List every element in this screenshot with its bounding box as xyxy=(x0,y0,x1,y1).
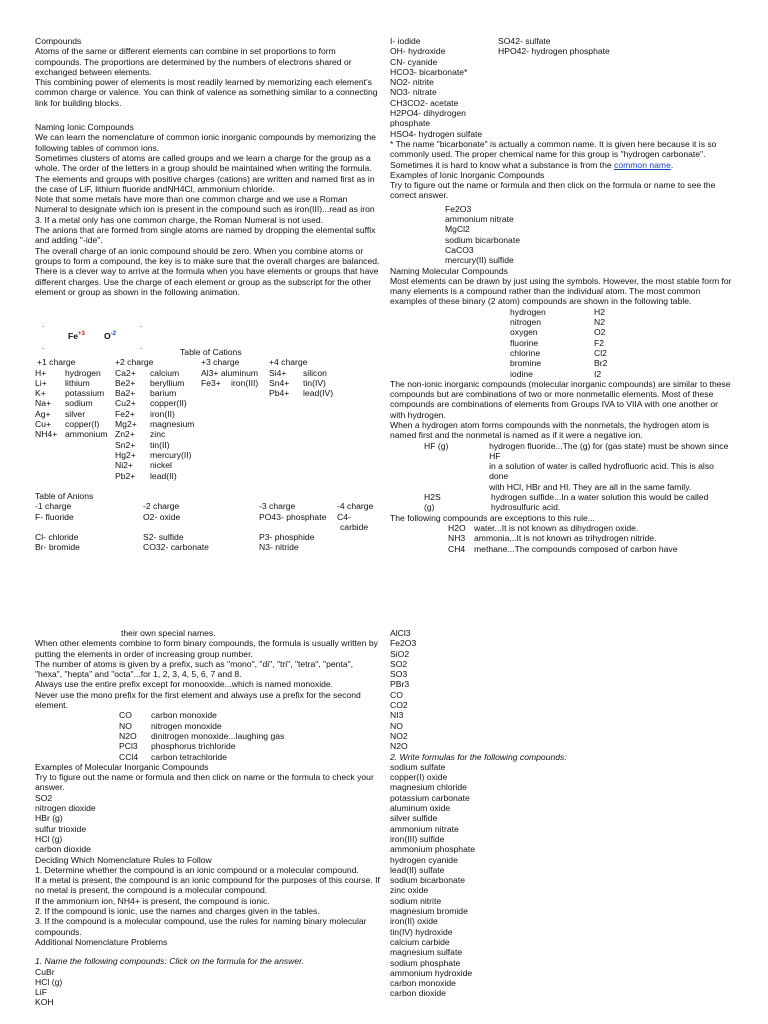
hf-example: HF (g) hydrogen fluoride...The (g) for (gas state) must be shown since HF in a solution of water is called hydrofluoric acid. This is also done with HCl, HBr and HI. They are all in the same family. xyxy=(424,440,729,492)
cation-row-symbol: Cu+ xyxy=(35,419,52,430)
compound-name-link[interactable]: calcium carbide xyxy=(390,936,450,947)
rule: 2. If the compound is ionic, use the names and charges given in the tables. xyxy=(35,906,320,917)
header-cell: -3 charge xyxy=(259,501,296,512)
compound-name-link[interactable]: iron(III) sulfide xyxy=(390,833,445,844)
rule: 1. Determine whether the compound is an ionic compound or a molecular compound. xyxy=(35,864,359,875)
paragraph: There is a clever way to arrive at the formula when you have elements or groups that have different charges. Use the charge of each element or group as the subscript for the other element or group as shown in the following animation. xyxy=(35,266,379,297)
cations-plus1 xyxy=(35,368,115,481)
cation-row xyxy=(269,368,349,378)
bottom-right-column xyxy=(390,628,735,999)
h2s-example: H2S (g) hydrogen sulfide...In a water solution this would be called hydrosulfuric acid. xyxy=(424,492,709,513)
paragraph: This combining power of elements is most readily learned by memorizing each element's common charge or valence. You can think of valence as something similar to a connecting link for building blocks. xyxy=(35,77,378,108)
cation-row xyxy=(115,398,201,408)
anion-item: SO42- sulfate xyxy=(498,36,551,46)
cation-row-symbol: Zn2+ xyxy=(115,429,135,440)
prefix-example-row-symbol: PCl3 xyxy=(119,741,138,752)
diatomic-row-name: F2 xyxy=(594,337,605,348)
cation-row-name: nickel xyxy=(150,460,172,471)
ionic-example-link[interactable]: CaCO3 xyxy=(445,244,474,255)
anions-body xyxy=(35,512,380,553)
cation-row-name: silver xyxy=(65,408,86,419)
ionic-example-link[interactable]: MgCl2 xyxy=(445,224,470,235)
prefix-examples xyxy=(35,710,380,761)
diatomic-row-name: N2 xyxy=(594,317,605,328)
anion-cell: N3- nitride xyxy=(259,542,299,553)
compound-name-link[interactable]: carbon dioxide xyxy=(390,988,446,999)
compound-name-link[interactable]: ammonium hydroxide xyxy=(390,967,473,978)
names-list xyxy=(390,762,735,999)
cation-row-symbol: Fe2+ xyxy=(115,408,135,419)
header-cell: -2 charge xyxy=(143,501,180,512)
anion-item: HSO4- hydrogen sulfate xyxy=(390,128,483,139)
diatomic-row-name: Br2 xyxy=(594,358,608,369)
molecular-example-link[interactable]: nitrogen dioxide xyxy=(35,803,96,814)
cation-row xyxy=(201,378,269,388)
molecular-example-link[interactable]: SO2 xyxy=(35,792,53,803)
cation-row-name: lead(IV) xyxy=(303,388,334,399)
cation-row xyxy=(115,429,201,439)
problem-1-formula-link[interactable]: LiF xyxy=(35,987,47,998)
diatomic-row xyxy=(510,348,735,358)
formula-link[interactable]: CO xyxy=(390,689,403,700)
exception-row xyxy=(448,523,735,533)
anion-cell: Cl- chloride xyxy=(35,531,79,542)
cations-plus3 xyxy=(201,368,269,481)
anion-cell: Br- bromide xyxy=(35,542,80,553)
anion-cell: F- fluoride xyxy=(35,511,74,522)
cations-plus2 xyxy=(115,368,201,481)
exception-row-symbol: H2O xyxy=(448,522,466,533)
prefix-example-row xyxy=(119,741,380,751)
cation-row xyxy=(115,419,201,429)
section-title: Naming Molecular Compounds xyxy=(390,265,508,276)
compound-name-link[interactable]: magnesium chloride xyxy=(390,782,467,793)
paragraph: The elements and groups with positive charges (cations) are written and named first as in the case of LiF, lithium fluoride andNH4Cl, ammonium chloride. xyxy=(35,173,375,194)
cation-row-symbol: Si4+ xyxy=(269,367,287,378)
continued-text: their own special names. xyxy=(121,628,216,638)
compound-name-link[interactable]: tin(IV) hydroxide xyxy=(390,926,453,937)
cation-row xyxy=(115,409,201,419)
section-title: Additional Nomenclature Problems xyxy=(35,936,168,947)
prefix-example-row-name: carbon monoxide xyxy=(151,710,217,721)
header-cell: +2 charge xyxy=(115,357,154,368)
paragraph: Note that some metals have more than one common charge and we use a Roman Numeral to designate which ion is present in the compound such as iron(III)...read as iron 3. If a metal only has one common charge, the Roman Numeral is not used. xyxy=(35,194,375,225)
cation-row xyxy=(35,368,115,378)
cation-row-symbol: Sn4+ xyxy=(269,377,290,388)
diatomic-row-symbol: hydrogen xyxy=(510,306,546,317)
exception-row-name: methane...The compounds composed of carbon have xyxy=(474,543,678,554)
anion-item: NO3- nitrate xyxy=(390,87,437,98)
cation-row-name: potassium xyxy=(65,388,105,399)
cation-row-name: lead(II) xyxy=(150,470,177,481)
anion-cell: CO32- carbonate xyxy=(143,542,209,553)
anion-item: HCO3- bicarbonate* xyxy=(390,66,468,77)
compound-name-link[interactable]: carbon monoxide xyxy=(390,978,456,989)
prefix-example-row xyxy=(119,710,380,720)
paragraph: The overall charge of an ionic compound should be zero. When you combine atoms or groups to form a compound, the key is to make sure that the overall charges are balanced. xyxy=(35,245,380,266)
prefix-example-row xyxy=(119,721,380,731)
paragraph: Sometimes clusters of atoms are called groups and we learn a charge for the group as a whole. The order of the letters in a group should be maintained when writing the formula. xyxy=(35,152,372,174)
diatomic-row xyxy=(510,307,735,317)
paragraph: The non-ionic inorganic compounds (molecular inorganic compounds) are similar to these compounds but are combinations of two or more nonmetallic elements. Most of these compounds are combinations of elements from Groups IVA to VIIA with one another or with hydrogen. xyxy=(390,378,731,420)
anion-cell: C4- xyxy=(337,511,351,522)
anion-item: H2PO4- dihydrogen xyxy=(390,108,466,119)
diatomic-row-symbol: oxygen xyxy=(510,327,538,338)
paragraph: Never use the mono prefix for the first element and always use a prefix for the second element. xyxy=(35,689,361,711)
anions-title: Table of Anions xyxy=(35,491,94,501)
cation-row-symbol: K+ xyxy=(35,388,46,399)
formula-link[interactable]: SO3 xyxy=(390,669,408,680)
cation-row xyxy=(35,409,115,419)
cation-row-symbol: Na+ xyxy=(35,398,52,409)
ionic-example-link[interactable]: Fe2O3 xyxy=(445,203,472,214)
molecular-example-link[interactable]: HBr (g) xyxy=(35,813,63,824)
compound-name-link[interactable]: magnesium bromide xyxy=(390,906,468,917)
cation-row-symbol: Ba2+ xyxy=(115,388,136,399)
cation-row-symbol: Pb2+ xyxy=(115,470,136,481)
paragraph: The following compounds are exceptions to this rule... xyxy=(390,512,595,523)
diatomic-row xyxy=(510,358,735,368)
anion-item: CN- cyanide xyxy=(390,56,438,67)
cation-row-name: copper(II) xyxy=(150,398,187,409)
cation-row-symbol: NH4+ xyxy=(35,429,58,440)
cations-header-row xyxy=(35,357,380,367)
cation-row-symbol: Ni2+ xyxy=(115,460,133,471)
header-cell: -1 charge xyxy=(35,501,72,512)
diatomic-row-name: I2 xyxy=(594,368,602,379)
o-symbol: O xyxy=(104,331,111,341)
molecular-examples-list xyxy=(35,793,380,855)
cation-row xyxy=(115,450,201,460)
diatomic-row-symbol: chlorine xyxy=(510,347,541,358)
paragraph: The anions that are formed from single atoms are named by dropping the elemental suffix and adding "-ide". xyxy=(35,225,376,246)
cation-row xyxy=(35,398,115,408)
section-title: Examples of Molecular Inorganic Compounds xyxy=(35,761,209,772)
paragraph: We can learn the nomenclature of common ionic inorganic compounds by memorizing the following tables of common ions. xyxy=(35,132,376,153)
rule: If a metal is present, the compound is an ionic compound for the purposes of this course. If no metal is present, the compound is a molecular compound. xyxy=(35,875,380,896)
compound-name-link[interactable]: zinc oxide xyxy=(390,885,429,896)
diatomic-row xyxy=(510,327,735,337)
cations-body xyxy=(35,368,380,481)
problem-1-formula-link[interactable]: KOH xyxy=(35,997,54,1008)
paragraph: When other elements combine to form binary compounds, the formula is usually written by putting the elements in order of increasing group number. xyxy=(35,638,378,659)
formula-link[interactable]: CO2 xyxy=(390,700,408,711)
cation-row-symbol: Pb4+ xyxy=(269,388,290,399)
problem-1-formula-link[interactable]: HCl (g) xyxy=(35,976,63,987)
problem-2-heading: 2. Write formulas for the following compounds: xyxy=(390,751,567,762)
cations-table xyxy=(35,347,380,481)
compound-name-link[interactable]: sodium sulfate xyxy=(390,761,446,772)
paragraph: Try to figure out the name or formula and then click on the formula or name to see the correct answer. xyxy=(390,180,716,201)
formula-link[interactable]: N2O xyxy=(390,741,408,752)
cation-row xyxy=(115,378,201,388)
prefix-example-row-name: nitrogen monoxide xyxy=(151,720,222,731)
cation-row xyxy=(35,378,115,388)
cation-row-name: calcium xyxy=(150,367,180,378)
cation-row-name: iron(III) xyxy=(231,377,259,388)
cation-row-name: zinc xyxy=(150,429,166,440)
cation-row-name: lithium xyxy=(65,377,90,388)
diatomic-row-name: Cl2 xyxy=(594,347,607,358)
compound-name-link[interactable]: ammonium phosphate xyxy=(390,844,476,855)
cation-row-name: tin(II) xyxy=(150,439,170,450)
prefix-example-row-name: dinitrogen monoxide...laughing gas xyxy=(151,730,285,741)
molecular-example-link[interactable]: carbon dioxide xyxy=(35,844,91,855)
cation-row xyxy=(115,368,201,378)
cation-row xyxy=(35,419,115,429)
prefix-example-row-symbol: CO xyxy=(119,710,132,721)
formula-link[interactable]: SO2 xyxy=(390,658,408,669)
cation-row xyxy=(269,388,349,398)
cation-row-symbol: Al3+ aluminum xyxy=(201,367,259,378)
compound-name-link[interactable]: aluminum oxide xyxy=(390,803,451,814)
cation-row-symbol: Hg2+ xyxy=(115,449,136,460)
cation-row xyxy=(201,368,269,378)
cation-row-symbol: Ag+ xyxy=(35,408,51,419)
anion-item: NO2- nitrite xyxy=(390,77,434,88)
cation-row-symbol: H+ xyxy=(35,367,47,378)
top-left-column xyxy=(35,36,380,297)
anions-header-row xyxy=(35,501,380,511)
problem-1-list xyxy=(35,967,380,1008)
cation-row-name: silicon xyxy=(303,367,327,378)
section-title: Compounds xyxy=(35,36,82,46)
formula-link[interactable]: PBr3 xyxy=(390,679,410,690)
diatomic-row xyxy=(510,338,735,348)
exception-row xyxy=(448,544,735,554)
diatomic-row-symbol: fluorine xyxy=(510,337,539,348)
compound-name-link[interactable]: hydrogen cyanide xyxy=(390,854,458,865)
prefix-example-row xyxy=(119,731,380,741)
compound-name-link[interactable]: sodium bicarbonate xyxy=(390,875,466,886)
compound-name-link[interactable]: silver sulfide xyxy=(390,813,438,824)
cation-row-symbol: Cu2+ xyxy=(115,398,136,409)
compound-name-link[interactable]: sodium phosphate xyxy=(390,957,461,968)
exception-row-name: water...It is not known as dihydrogen oxide. xyxy=(474,522,639,533)
diatomic-row-symbol: nitrogen xyxy=(510,317,542,328)
section-title: Examples of Ionic Inorganic Compounds xyxy=(390,169,545,180)
anions-list-b xyxy=(498,36,728,139)
diatomic-row-name: H2 xyxy=(594,306,605,317)
exception-row-symbol: NH3 xyxy=(448,533,466,544)
ionic-example-link[interactable]: sodium bicarbonate xyxy=(445,234,521,245)
compound-name-link[interactable]: lead(II) sulfate xyxy=(390,864,445,875)
prefix-example-row-symbol: N2O xyxy=(119,730,137,741)
cation-row-name: hydrogen xyxy=(65,367,101,378)
prefix-example-row-symbol: CCl4 xyxy=(119,751,139,762)
formula-link[interactable]: NO xyxy=(390,720,403,731)
section-title: Deciding Which Nomenclature Rules to Follow xyxy=(35,854,212,865)
anion-cell: P3- phosphide xyxy=(259,531,315,542)
cation-row-name: copper(I) xyxy=(65,419,100,430)
paragraph: The number of atoms is given by a prefix, such as "mono", "di", "tri", "tetra", "penta", "hexa", "hepta" and "octa"...for 1, 2, 3, 4, 5, 6, 7 and 8. xyxy=(35,658,354,680)
cation-row-name: tin(IV) xyxy=(303,377,326,388)
diatomic-row xyxy=(510,369,735,379)
diatomic-row xyxy=(510,317,735,327)
exception-row xyxy=(448,533,735,543)
compound-name-link[interactable]: iron(II) oxide xyxy=(390,916,438,927)
paragraph: When a hydrogen atom forms compounds with the nonmetals, the hydrogen atom is named first and the nonmetal is named as if it were a negative ion. xyxy=(390,419,710,441)
cation-row xyxy=(35,388,115,398)
fe-symbol: Fe xyxy=(68,331,79,341)
o-charge: -2 xyxy=(110,331,117,338)
anion-item: OH- hydroxide xyxy=(390,46,446,57)
section-title: Naming Ionic Compounds xyxy=(35,122,134,133)
ionic-examples-list xyxy=(390,204,735,266)
common-name-link[interactable]: common name xyxy=(614,159,671,170)
cation-row-symbol: Be2+ xyxy=(115,377,136,388)
anion-item: HPO42- hydrogen phosphate xyxy=(498,46,610,57)
cation-row-symbol: Sn2+ xyxy=(115,439,136,450)
anion-cell: O2- oxide xyxy=(143,511,181,522)
fe-charge: +3 xyxy=(78,331,85,338)
header-cell: +3 charge xyxy=(201,357,240,368)
header-cell: +1 charge xyxy=(37,357,76,368)
charge-animation: . . $Fe^{+3}$ $O^{-2}$ . . xyxy=(42,320,143,351)
diatomic-row-symbol: bromine xyxy=(510,358,542,369)
compound-name-link[interactable]: copper(I) oxide xyxy=(390,772,448,783)
cation-row-name: sodium xyxy=(65,398,93,409)
cation-row-symbol: Fe3+ xyxy=(201,377,221,388)
bicarbonate-note: * The name "bicarbonate" is actually a common name. It is given here because it is so commonly used. The proper chemical name for this group is "hydrogen carbonate". Sometimes it is hard to know what a substance is from the common name. xyxy=(390,138,717,170)
cation-row xyxy=(115,460,201,470)
cation-row-symbol: Ca2+ xyxy=(115,367,136,378)
formula-list xyxy=(390,628,735,752)
anion-cell: S2- sulfide xyxy=(143,531,184,542)
paragraph: Always use the entire prefix except for monooxide...which is named monoxide. xyxy=(35,679,334,690)
paragraph: Atoms of the same or different elements can combine in set proportions to form compounds. The proportions are determined by the numbers of electrons shared or exchanged between elements. xyxy=(35,46,352,77)
cation-row-name: mercury(II) xyxy=(150,449,192,460)
anion-cell: PO43- phosphate xyxy=(259,511,327,522)
prefix-example-row xyxy=(119,752,380,762)
anions-table xyxy=(35,491,380,552)
cation-row-name: iron(II) xyxy=(150,408,175,419)
formula-link[interactable]: NO2 xyxy=(390,730,408,741)
anion-item: phosphate xyxy=(390,118,431,129)
anions-list-a xyxy=(390,36,498,139)
cation-row-symbol: Mg2+ xyxy=(115,419,137,430)
exception-row-name: ammonia...It is not known as trihydrogen nitride. xyxy=(474,533,657,544)
prefix-example-row-symbol: NO xyxy=(119,720,132,731)
cation-row xyxy=(35,429,115,439)
molecular-example-link[interactable]: HCl (g) xyxy=(35,833,63,844)
paragraph: Try to figure out the name or formula and then click on name or the formula to check your answer. xyxy=(35,772,374,793)
prefix-example-row-name: phosphorus trichloride xyxy=(151,741,236,752)
cation-row xyxy=(269,378,349,388)
cation-row-name: barium xyxy=(150,388,177,399)
header-cell: +4 charge xyxy=(269,357,308,368)
formula-link[interactable]: Fe2O3 xyxy=(390,638,417,649)
cations-title: Table of Cations xyxy=(180,347,242,357)
problem-1-formula-link[interactable]: CuBr xyxy=(35,966,55,977)
exception-row-symbol: CH4 xyxy=(448,543,466,554)
compound-name-link[interactable]: magnesium sulfate xyxy=(390,947,463,958)
ionic-example-link[interactable]: ammonium nitrate xyxy=(445,214,514,225)
molecular-example-link[interactable]: sulfur trioxide xyxy=(35,823,87,834)
cation-row-name: magnesium xyxy=(150,419,195,430)
cation-row-symbol: Li+ xyxy=(35,377,47,388)
problem-1-heading: 1. Name the following compounds: Click on the formula for the answer. xyxy=(35,956,305,967)
cation-row-name: beryllium xyxy=(150,377,185,388)
top-right-column xyxy=(390,36,735,554)
prefix-example-row-name: carbon tetrachloride xyxy=(151,751,227,762)
formula-link[interactable]: SiO2 xyxy=(390,648,410,659)
rule: If the ammonium ion, NH4+ is present, the compound is ionic. xyxy=(35,895,270,906)
cation-row xyxy=(115,440,201,450)
formula-link[interactable]: AlCl3 xyxy=(390,628,411,638)
compound-name-link[interactable]: potassium carbonate xyxy=(390,792,470,803)
diatomic-row-symbol: iodine xyxy=(510,368,533,379)
cations-plus4 xyxy=(269,368,349,481)
compound-name-link[interactable]: sodium nitrite xyxy=(390,895,442,906)
bottom-left-column xyxy=(35,628,380,1008)
compound-name-link[interactable]: ammonium nitrate xyxy=(390,823,459,834)
anion-cell: carbide xyxy=(340,521,369,532)
anion-item: I- iodide xyxy=(390,36,421,46)
cation-row xyxy=(115,388,201,398)
paragraph: Most elements can be drawn by just using the symbols. However, the most stable form for many elements is a compound rather than the individual atom. The most common examples of these binary (2 atom) compounds are shown in the following table. xyxy=(390,275,732,307)
anion-item: CH3CO2- acetate xyxy=(390,97,459,108)
cation-row xyxy=(115,471,201,481)
ionic-example-link[interactable]: mercury(II) sulfide xyxy=(445,255,514,266)
exceptions-list xyxy=(390,523,735,554)
rule: 3. If the compound is a molecular compound, use the rules for naming binary molecular compounds. xyxy=(35,916,367,937)
header-cell: -4 charge xyxy=(337,501,374,512)
diatomic-row-name: O2 xyxy=(594,327,606,338)
diatomic-table xyxy=(390,307,735,379)
cation-row-name: ammonium xyxy=(65,429,108,440)
formula-link[interactable]: NI3 xyxy=(390,710,404,721)
